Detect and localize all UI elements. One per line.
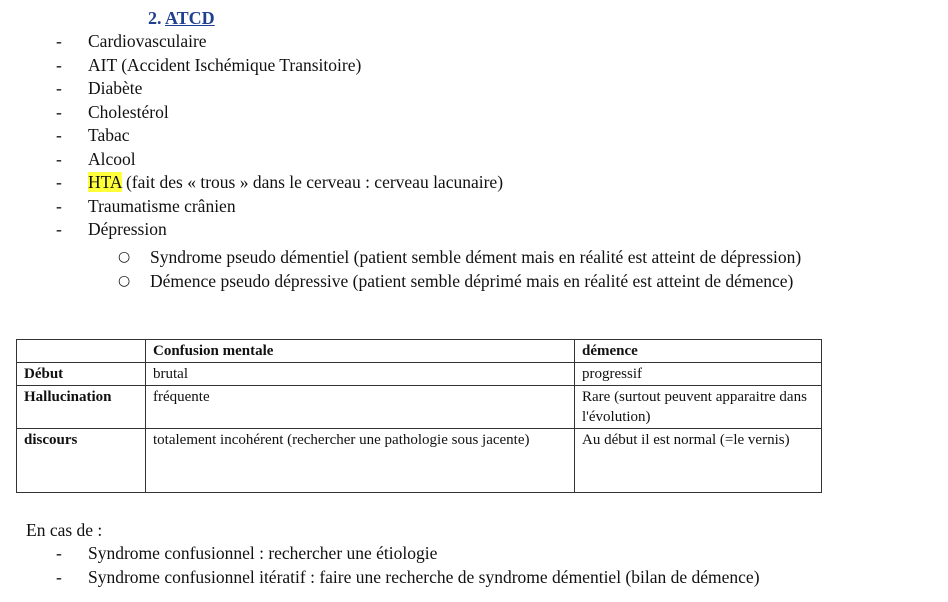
dash-bullet: -: [56, 54, 62, 75]
list-item: [0, 195, 503, 219]
table-row: [17, 429, 822, 493]
section-title: ATCD: [165, 8, 215, 28]
table-header-cell: Confusion mentale: [146, 340, 575, 363]
circle-bullet-icon: ○: [118, 249, 131, 265]
table-row: [17, 386, 822, 429]
table-cell: brutal: [146, 363, 575, 386]
list-item-text: Syndrome confusionnel itératif : faire une recherche de syndrome démentiel (bilan de démence): [88, 566, 760, 587]
table-header-row: [17, 340, 822, 363]
dash-bullet: -: [56, 219, 62, 239]
list-item: [0, 30, 503, 54]
list-item-text: Cholestérol: [88, 101, 169, 122]
list-item: [0, 218, 503, 242]
list-item-hta: [0, 171, 503, 195]
table-row: [17, 363, 822, 386]
table-cell: fréquente: [146, 386, 575, 429]
sub-list-item: [0, 245, 801, 269]
list-item-text: Traumatisme crânien: [88, 195, 236, 216]
table-header-cell: [17, 340, 146, 363]
table-cell: Rare (surtout peuvent apparaitre dans l'évolution): [575, 386, 822, 429]
depression-sublist: [0, 245, 801, 293]
table-cell: progressif: [575, 363, 822, 386]
dash-bullet: -: [56, 172, 62, 192]
dash-bullet: -: [56, 566, 62, 587]
dash-bullet: -: [56, 195, 62, 216]
list-item: [0, 54, 503, 78]
dash-bullet: -: [56, 101, 62, 122]
table-header-cell: démence: [575, 340, 822, 363]
dash-bullet: -: [56, 31, 62, 51]
dash-bullet: -: [56, 125, 62, 145]
section-heading: [148, 7, 215, 29]
list-item-text: Tabac: [88, 125, 130, 145]
highlighted-text: HTA: [88, 172, 122, 192]
table-cell: Au début il est normal (=le vernis): [575, 429, 822, 493]
list-item-text: AIT (Accident Ischémique Transitoire): [88, 54, 362, 75]
circle-bullet-icon: ○: [118, 273, 131, 289]
list-item-text: Alcool: [88, 148, 136, 169]
list-item: [0, 124, 503, 148]
list-item-text: (fait des « trous » dans le cerveau : cerveau lacunaire): [121, 172, 504, 192]
table-row-label: Hallucination: [17, 386, 146, 429]
list-item-text: Syndrome confusionnel : rechercher une étiologie: [88, 543, 438, 563]
dash-bullet: -: [56, 148, 62, 169]
list-item: [0, 77, 503, 101]
table-row-label: discours: [17, 429, 146, 493]
list-item: [0, 148, 503, 172]
list-item-text: Diabète: [88, 78, 143, 98]
atcd-list: [0, 30, 503, 242]
list-item: [0, 566, 760, 590]
sub-list-item-text: Syndrome pseudo démentiel (patient semble dément mais en réalité est atteint de dépression): [150, 247, 802, 267]
en-cas-de-list: [0, 542, 760, 589]
table-cell: totalement incohérent (rechercher une pathologie sous jacente): [146, 429, 575, 493]
list-item-text: Dépression: [88, 219, 167, 239]
dash-bullet: -: [56, 78, 62, 98]
list-item: [0, 101, 503, 125]
list-item-text: Cardiovasculaire: [88, 31, 207, 51]
list-item: [0, 542, 760, 566]
comparison-table: [16, 339, 822, 493]
table-row-label: Début: [17, 363, 146, 386]
section-number: 2.: [148, 8, 162, 28]
sub-list-item: [0, 269, 801, 293]
dash-bullet: -: [56, 543, 62, 563]
sub-list-item-text: Démence pseudo dépressive (patient semble déprimé mais en réalité est atteint de démence): [150, 271, 794, 291]
en-cas-de-intro: En cas de :: [26, 520, 103, 540]
